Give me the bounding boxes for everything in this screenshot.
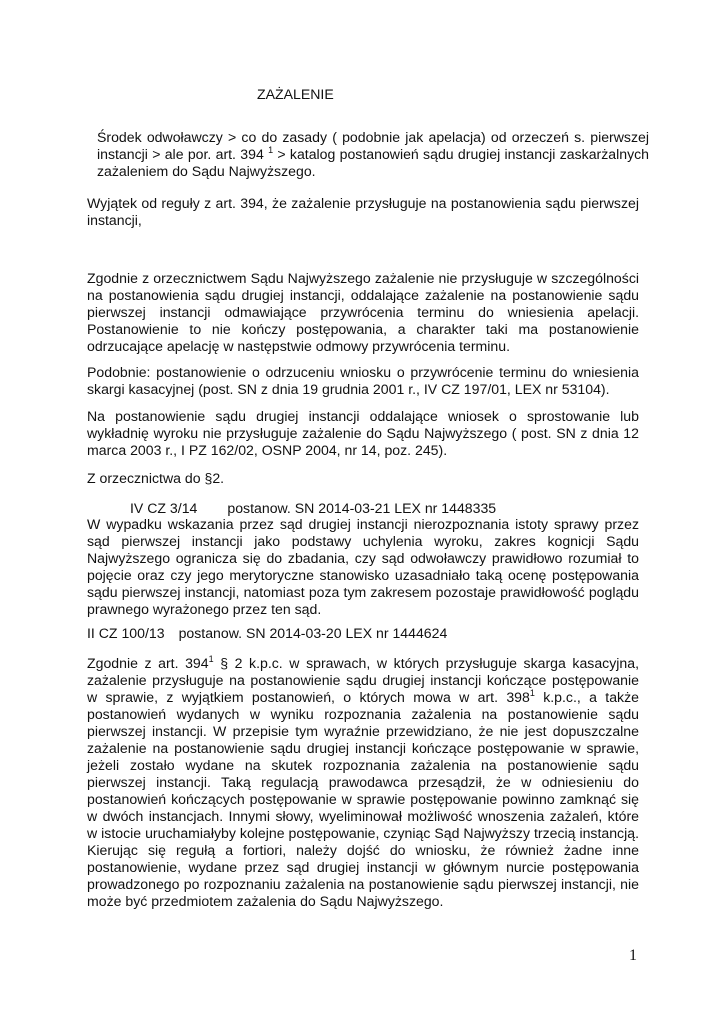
superscript: 1 — [529, 688, 535, 698]
paragraph-correction: Na postanowienie sądu drugiej instancji oddalające wniosek o sprostowanie lub wykładnię wyroku nie przysługuje zażalenie do Sądu Najwyższego ( post. SN z dnia 12 marca 2003 r., I PZ 162/02, OSNP 2004, nr 14, poz. 245). — [87, 408, 639, 458]
case-signature: II CZ 100/13 — [87, 625, 165, 641]
document-title: ZAŻALENIE — [257, 86, 334, 102]
paragraph-similarly: Podobnie: postanowienie o odrzuceniu wniosku o przywrócenie terminu do wniesienia skargi kasacyjnej (post. SN z dnia 19 grudnia 2001 r., IV CZ 197/01, LEX nr 53104). — [87, 364, 639, 397]
paragraph-intro: Środek odwoławczy > co do zasady ( podobnie jak apelacja) od orzeczeń s. pierwszej instancji > ale por. art. 394 $^1$ > katalog postanowień sądu drugiej instancji zaskarżalnych zażaleniem do Sądu Najwyższego. — [97, 129, 650, 179]
case-reference-1 — [87, 500, 639, 517]
case-reference-2 — [87, 625, 639, 642]
superscript: 1 — [208, 654, 214, 664]
paragraph-ruling-2: Zgodnie z art. $394^1$ § 2 k.p.c. w sprawach, w których przysługuje skarga kasacyjna, zażalenie przysługuje na postanowienie sądu drugiej instancji kończące postępowanie w sprawie, z wyjątkiem postanowień, o których mowa w art. $398^1$ k.p.c., a także postanowień wydanych w wyniku rozpoznania zażalenia na postanowienie sądu pierwszej instancji. W przepisie tym wyraźnie przewidziano, że nie jest dopuszczalne zażalenie na postanowienie sądu drugiej instancji kończące postępowanie w sprawie, jeżeli zostało wydane na skutek rozpoznania zażalenia na postanowienie sądu pierwszej instancji. Taką regulacją prawodawca przesądził, że w odniesieniu do postanowień kończących postępowanie w sprawie postępowanie powinno zamknąć się w dwóch instancjach. Innymi słowy, wyeliminował możliwość wnoszenia zażaleń, które w istocie uruchamiałyby kolejne postępowanie, czyniąc Sąd Najwyższy trzecią instancją. Kierując się regułą a fortiori, należy dojść do wniosku, że również żadne inne postanowienie, wydane przez sąd drugiej instancji w głównym nurcie postępowania prowadzonego po rozpoznaniu zażalenia na postanowienie sądu pierwszej instancji, nie może być przedmiotem zażalenia do Sądu Najwyższego. — [87, 654, 639, 909]
case-signature: IV CZ 3/14 — [130, 500, 198, 516]
paragraph-exception: Wyjątek od reguły z art. 394, że zażalenie przysługuje na postanowienia sądu pierwszej instancji, — [87, 195, 639, 228]
paragraph-ruling-1: W wypadku wskazania przez sąd drugiej instancji nierozpoznania istoty sprawy przez sąd pierwszej instancji jako podstawy uchylenia wyroku, zakres kognicji Sądu Najwyższego ogranicza się do zbadania, czy sąd odwoławczy prawidłowo rozumiał to pojęcie oraz czy jego merytoryczne stanowisko uzasadniało taką ocenę postępowania sądu pierwszej instancji, natomiast poza tym zakresem pozostaje prawidłowość poglądu prawnego wyrażonego przez ten sąd. — [87, 516, 639, 617]
superscript: 1 — [268, 145, 274, 155]
page-number: 1 — [629, 947, 637, 964]
paragraph-section-heading: Z orzecznictwa do §2. — [87, 470, 225, 486]
case-description: postanow. SN 2014-03-20 LEX nr 1444624 — [178, 625, 448, 641]
case-description: postanow. SN 2014-03-21 LEX nr 1448335 — [227, 500, 497, 516]
paragraph-case-law: Zgodnie z orzecznictwem Sądu Najwyższego zażalenie nie przysługuje w szczególności na postanowienia sądu drugiej instancji, oddalające zażalenie na postanowienie sądu pierwszej instancji odmawiające przywrócenia terminu do wniesienia apelacji. Postanowienie to nie kończy postępowania, a charakter taki ma postanowienie odrzucające apelację w następstwie odmowy przywrócenia terminu. — [87, 270, 639, 354]
